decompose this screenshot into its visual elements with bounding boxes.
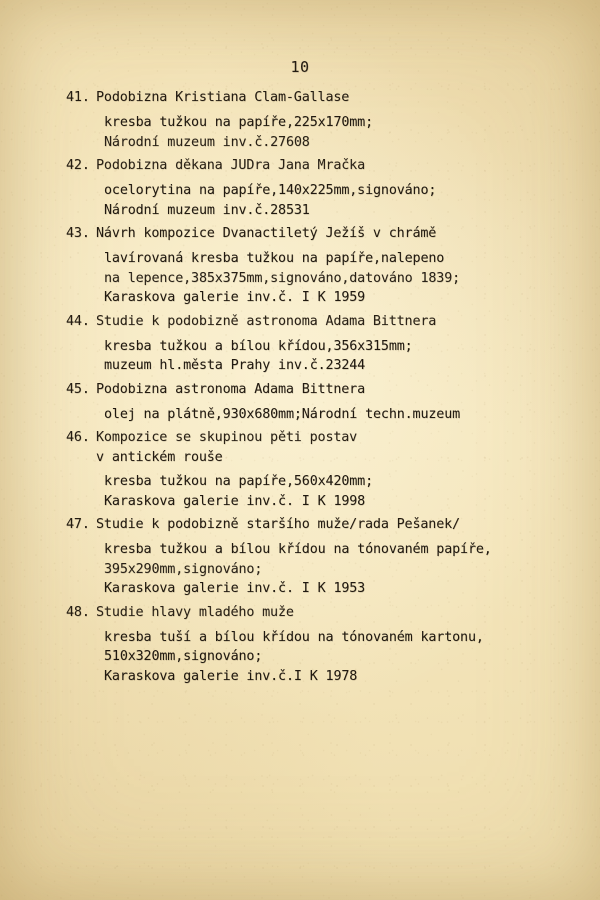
entry-title: Návrh kompozice Dvanactiletý Ježíš v chrámě: [96, 226, 437, 241]
entry-detail-line: Karaskova galerie inv.č. I K 1998: [104, 493, 366, 509]
entry-detail-line: Karaskova galerie inv.č. I K 1959: [104, 290, 366, 305]
entry-detail-line: Národní muzeum inv.č.28531: [104, 202, 310, 218]
entry-title-continuation: v antickém rouše: [96, 450, 223, 465]
entry-details: [0, 176, 600, 220]
entry-details: [0, 535, 600, 599]
entry-detail-line: kresba tuší a bílou křídou na tónovaném kartonu,: [104, 629, 484, 645]
entry-number: 45.: [66, 381, 90, 397]
page-number: 10: [290, 58, 310, 76]
entry-title: Studie hlavy mladého muže: [96, 604, 294, 620]
entry-number: 41.: [66, 90, 90, 105]
entry-title: Podobizna děkana JUDra Jana Mračka: [96, 158, 366, 173]
entry-detail-line: kresba tužkou a bílou křídou,356x315mm;: [104, 338, 413, 354]
catalogue-entry-list: [0, 88, 600, 690]
entry-detail-line: olej na plátně,930x680mm;Národní techn.muzeum: [104, 406, 461, 422]
entry-details: [0, 400, 600, 425]
entry-detail-line: lavírovaná kresba tužkou na papíře,nalepeno: [104, 251, 445, 266]
entry-title: Studie k podobizně astronoma Adama Bittnera: [96, 313, 437, 329]
entry-details: [0, 244, 600, 308]
catalogue-entry: [0, 88, 600, 152]
entry-details: [0, 623, 600, 687]
catalogue-entry: [0, 428, 600, 511]
entry-number: 43.: [66, 226, 90, 241]
entry-number: 42.: [66, 158, 90, 173]
entry-title-row: [0, 515, 600, 535]
entry-details: [0, 467, 600, 511]
catalogue-entry: [0, 380, 600, 425]
entry-number: 46.: [66, 430, 90, 445]
entry-title-row: [0, 312, 600, 332]
entry-detail-line: Karaskova galerie inv.č. I K 1953: [104, 581, 366, 596]
catalogue-entry: [0, 312, 600, 376]
entry-detail-line: na lepence,385x375mm,signováno,datováno 1839;: [104, 270, 461, 286]
entry-detail-line: kresba tužkou a bílou křídou na tónovaném papíře,: [104, 542, 492, 557]
entry-detail-line: muzeum hl.města Prahy inv.č.23244: [104, 358, 366, 373]
entry-detail-line: kresba tužkou na papíře,560x420mm;: [104, 474, 374, 489]
entry-number: 47.: [66, 517, 90, 532]
entry-title-row: [0, 603, 600, 623]
entry-title-row: [0, 88, 600, 108]
catalogue-entry: [0, 603, 600, 687]
entry-title: Podobizna Kristiana Clam-Gallase: [96, 90, 350, 105]
entry-title-row: [0, 428, 600, 448]
entry-number: 48.: [66, 604, 90, 620]
entry-detail-line: kresba tužkou na papíře,225x170mm;: [104, 115, 374, 130]
entry-detail-line: Karaskova galerie inv.č.I K 1978: [104, 668, 358, 684]
entry-title: Podobizna astronoma Adama Bittnera: [96, 381, 366, 397]
catalogue-entry: [0, 156, 600, 220]
entry-title-row: [0, 224, 600, 244]
entry-detail-line: Národní muzeum inv.č.27608: [104, 134, 310, 150]
entry-title: Kompozice se skupinou pěti postav: [96, 430, 358, 445]
entry-details: [0, 332, 600, 376]
entry-details: [0, 108, 600, 152]
catalogue-entry: [0, 224, 600, 308]
entry-title-row: [0, 156, 600, 176]
catalogue-entry: [0, 515, 600, 599]
entry-title-row: [0, 380, 600, 400]
entry-number: 44.: [66, 313, 90, 329]
entry-detail-line: 395x290mm,signováno;: [104, 561, 263, 577]
entry-detail-line: ocelorytina na papíře,140x225mm,signováno;: [104, 183, 437, 198]
entry-detail-line: 510x320mm,signováno;: [104, 649, 263, 664]
entry-title: Studie k podobizně staršího muže/rada Pešanek/: [96, 517, 460, 532]
